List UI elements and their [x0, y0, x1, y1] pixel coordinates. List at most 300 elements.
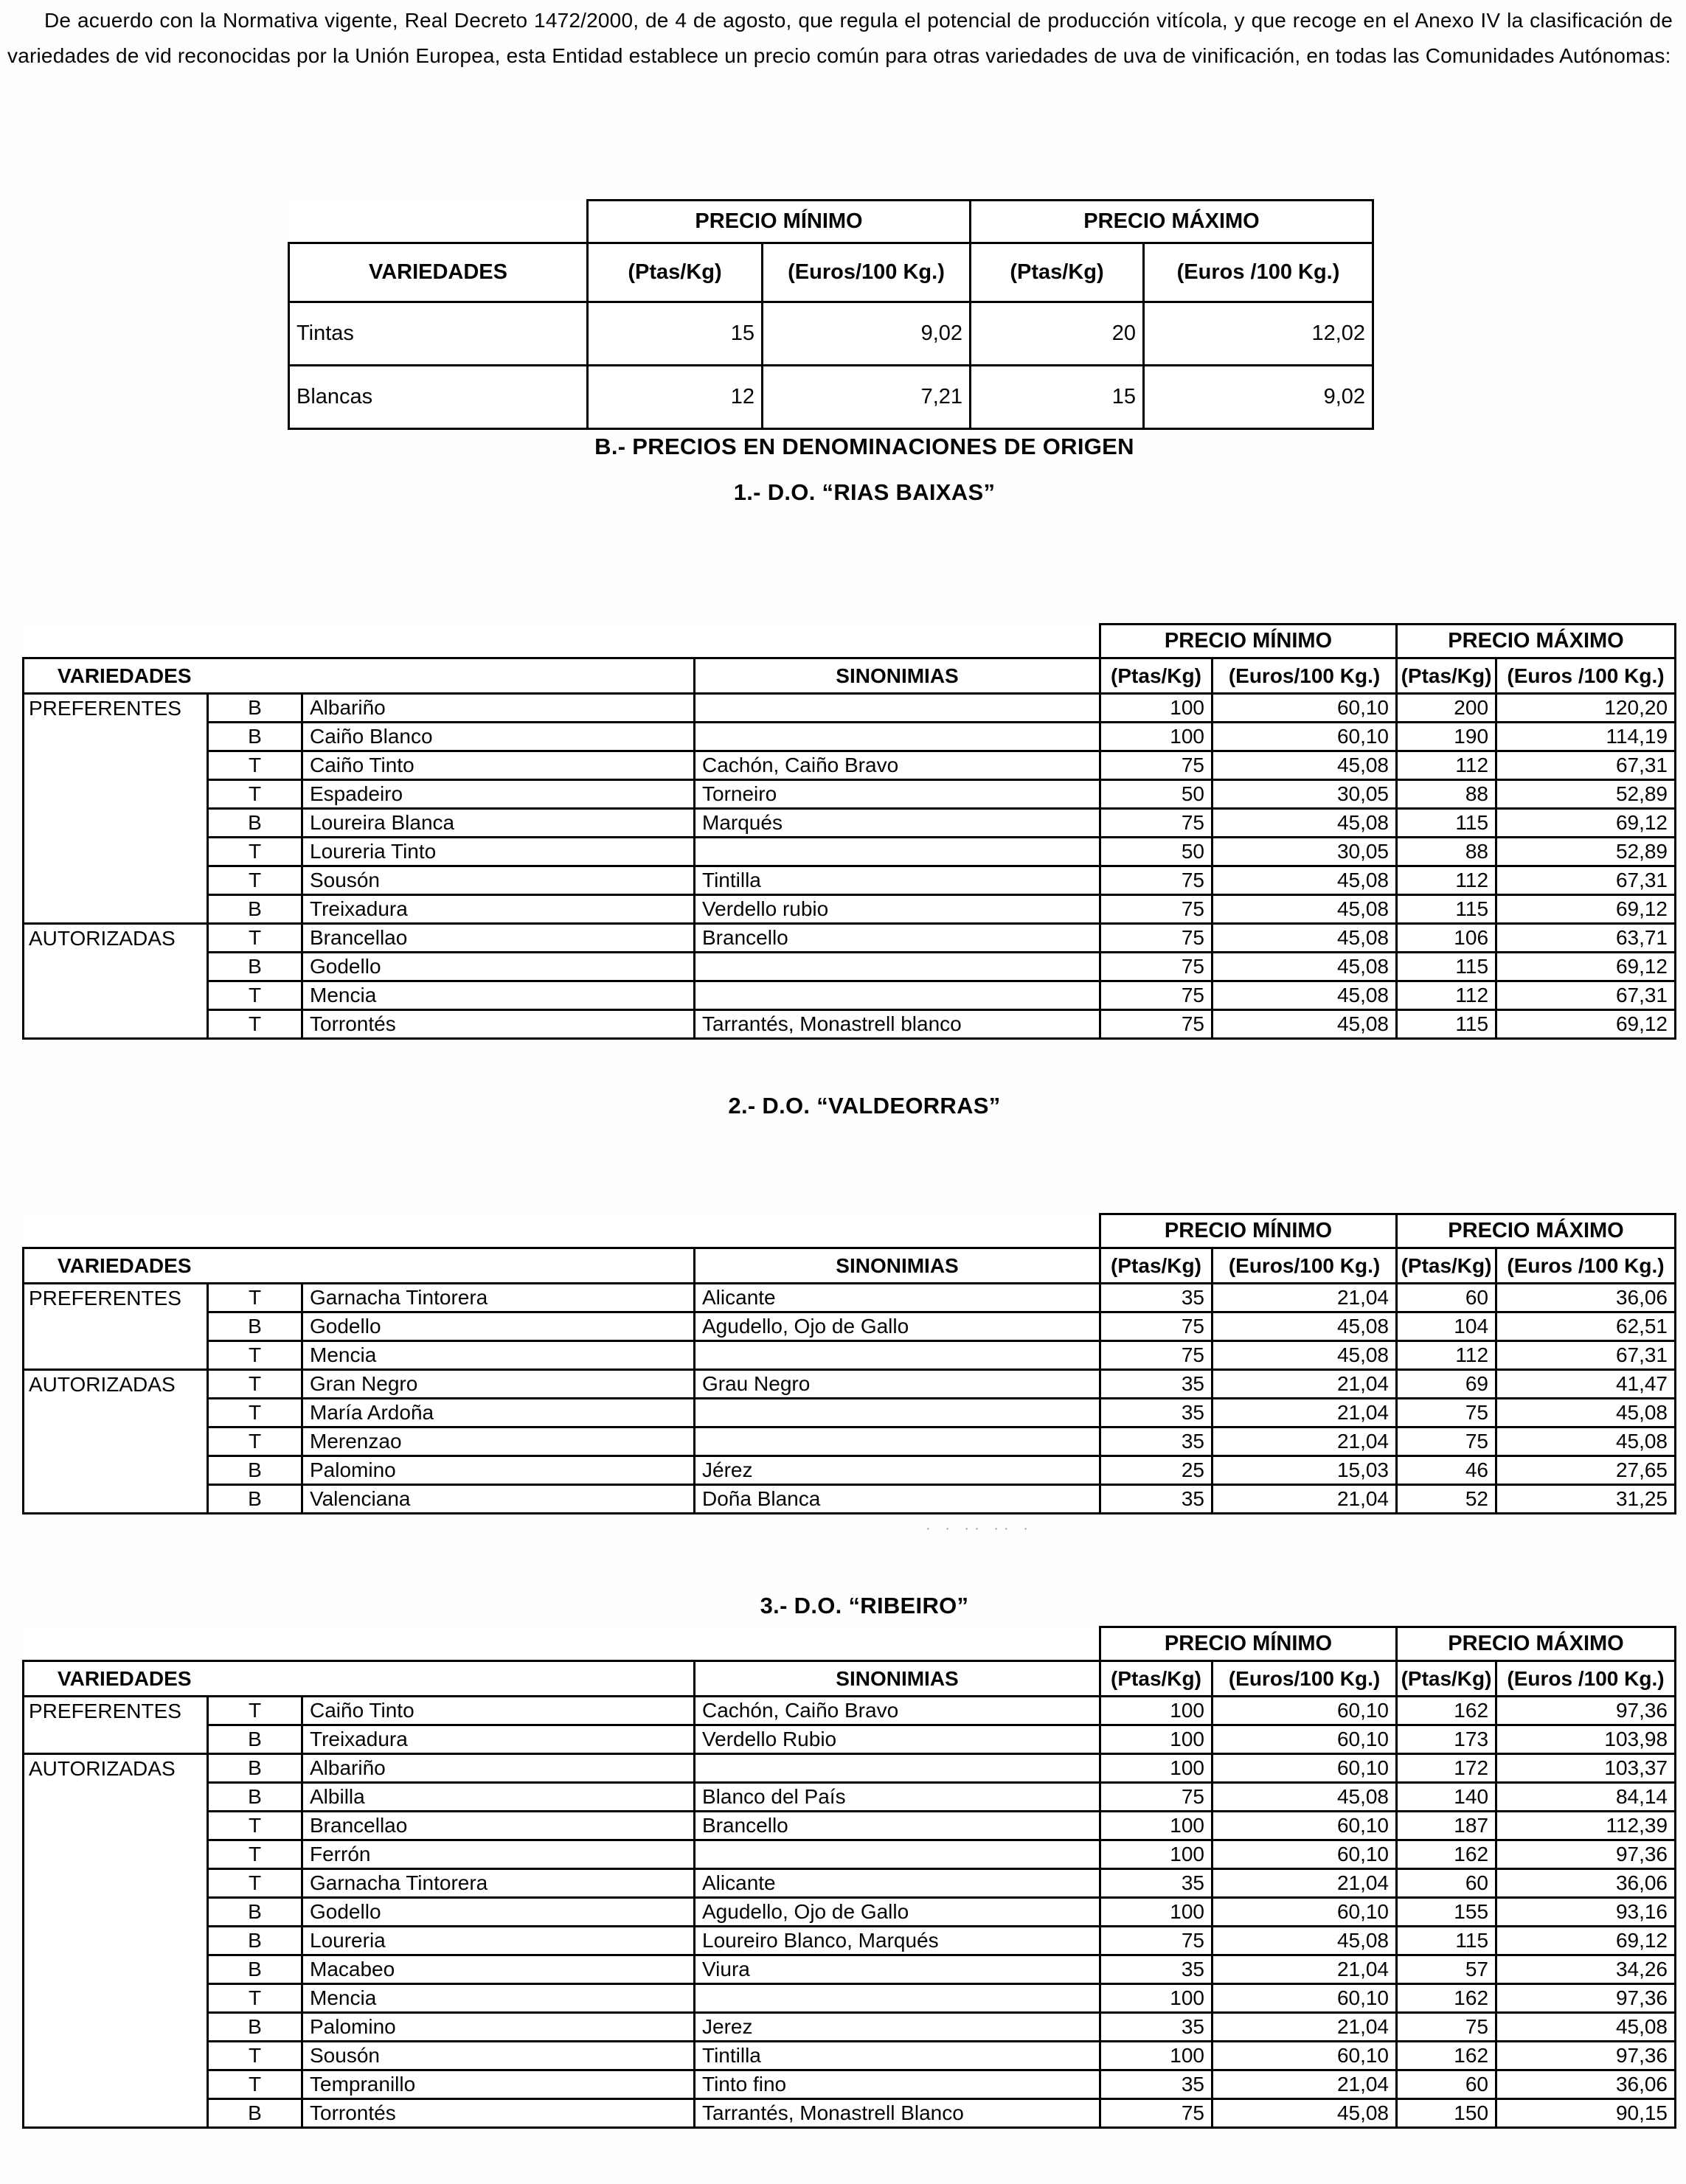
ptas-max-cell: 88	[1397, 780, 1496, 809]
sinonimias-header: SINONIMIAS	[695, 1248, 1100, 1284]
ptas-max-cell: 75	[1397, 1427, 1496, 1456]
variety-name-cell: Torrontés	[302, 1010, 695, 1039]
ptas-min-cell: 75	[1100, 1312, 1213, 1341]
synonyms-cell: Grau Negro	[695, 1370, 1100, 1399]
variety-name-cell: Mencia	[302, 981, 695, 1010]
euros-min-cell: 15,03	[1213, 1456, 1397, 1485]
euros-min-cell: 60,10	[1213, 2042, 1397, 2070]
euros-min-cell: 9,02	[763, 302, 971, 366]
euros-max-cell: 67,31	[1496, 751, 1676, 780]
synonyms-cell: Blanco del País	[695, 1783, 1100, 1812]
euros-max-cell: 97,36	[1496, 1984, 1676, 2013]
ptas-min-cell: 100	[1100, 723, 1213, 751]
synonyms-cell: Agudello, Ojo de Gallo	[695, 1898, 1100, 1927]
do-title-rias-baixas: 1.- D.O. “RIAS BAIXAS”	[733, 479, 996, 505]
euros-max-cell: 62,51	[1496, 1312, 1676, 1341]
variety-name-cell: Garnacha Tintorera	[302, 1284, 695, 1312]
ptas-min-cell: 35	[1100, 2070, 1213, 2099]
column-header-row	[24, 1248, 1676, 1284]
euros-min-cell: 45,08	[1213, 1927, 1397, 1955]
euros-min-cell: 21,04	[1213, 1399, 1397, 1427]
variety-name-cell: Blancas	[289, 366, 588, 429]
ptas-max-cell: 60	[1397, 1869, 1496, 1898]
precio-minimo-header: PRECIO MÍNIMO	[1100, 1627, 1397, 1661]
variety-row	[24, 838, 1676, 866]
euros-min-cell: 7,21	[763, 366, 971, 429]
ptas-max-cell: 190	[1397, 723, 1496, 751]
ptas-max-cell: 88	[1397, 838, 1496, 866]
variety-row	[24, 1898, 1676, 1927]
type-cell: B	[208, 1898, 302, 1927]
type-cell: T	[208, 1341, 302, 1370]
category-cell: PREFERENTES	[24, 1697, 208, 1754]
ptas-min-cell: 100	[1100, 694, 1213, 723]
variety-row	[24, 2099, 1676, 2128]
synonyms-cell: Jérez	[695, 1456, 1100, 1485]
euros-max-header: (Euros /100 Kg.)	[1496, 658, 1676, 694]
euros-min-header: (Euros/100 Kg.)	[1213, 658, 1397, 694]
synonyms-cell	[695, 838, 1100, 866]
variety-row	[24, 1754, 1676, 1783]
type-cell: T	[208, 1427, 302, 1456]
variety-name-cell: Valenciana	[302, 1485, 695, 1514]
variety-name-cell: Gran Negro	[302, 1370, 695, 1399]
type-cell: B	[208, 1955, 302, 1984]
ptas-max-cell: 104	[1397, 1312, 1496, 1341]
ptas-min-header: (Ptas/Kg)	[1100, 658, 1213, 694]
type-cell: T	[208, 866, 302, 895]
euros-max-header: (Euros /100 Kg.)	[1496, 1661, 1676, 1697]
type-cell: T	[208, 924, 302, 953]
synonyms-cell: Alicante	[695, 1284, 1100, 1312]
ptas-max-cell: 162	[1397, 1697, 1496, 1725]
euros-min-cell: 21,04	[1213, 1427, 1397, 1456]
ptas-max-cell: 60	[1397, 2070, 1496, 2099]
euros-max-cell: 69,12	[1496, 1927, 1676, 1955]
synonyms-cell	[695, 1341, 1100, 1370]
euros-max-cell: 67,31	[1496, 1341, 1676, 1370]
ptas-max-cell: 200	[1397, 694, 1496, 723]
variety-row	[24, 1010, 1676, 1039]
euros-min-cell: 45,08	[1213, 751, 1397, 780]
type-cell: T	[208, 1399, 302, 1427]
euros-max-cell: 52,89	[1496, 780, 1676, 809]
ptas-max-cell: 115	[1397, 809, 1496, 838]
ptas-min-cell: 75	[1100, 895, 1213, 924]
synonyms-cell: Cachón, Caiño Bravo	[695, 751, 1100, 780]
synonyms-cell: Verdello Rubio	[695, 1725, 1100, 1754]
ptas-max-cell: 115	[1397, 1927, 1496, 1955]
ptas-min-cell: 25	[1100, 1456, 1213, 1485]
euros-max-cell: 69,12	[1496, 1010, 1676, 1039]
euros-max-cell: 90,15	[1496, 2099, 1676, 2128]
euros-min-cell: 45,08	[1213, 866, 1397, 895]
ptas-max-cell: 112	[1397, 1341, 1496, 1370]
euros-min-header: (Euros/100 Kg.)	[763, 243, 971, 302]
variety-name-cell: Godello	[302, 1312, 695, 1341]
ptas-max-cell: 106	[1397, 924, 1496, 953]
type-cell: T	[208, 2042, 302, 2070]
do-table-valdeorras	[22, 1213, 1676, 1514]
euros-max-cell: 114,19	[1496, 723, 1676, 751]
summary-row	[289, 302, 1373, 366]
variety-name-cell: Garnacha Tintorera	[302, 1869, 695, 1898]
euros-min-cell: 45,08	[1213, 1341, 1397, 1370]
variety-row	[24, 1869, 1676, 1898]
variety-name-cell: Sousón	[302, 866, 695, 895]
variety-row	[24, 1312, 1676, 1341]
price-band-row	[24, 1214, 1676, 1248]
euros-min-cell: 45,08	[1213, 924, 1397, 953]
euros-min-cell: 21,04	[1213, 1485, 1397, 1514]
euros-max-cell: 34,26	[1496, 1955, 1676, 1984]
variety-name-cell: Loureira Blanca	[302, 809, 695, 838]
ptas-max-cell: 57	[1397, 1955, 1496, 1984]
precio-maximo-header: PRECIO MÁXIMO	[1397, 1214, 1676, 1248]
summary-price-table	[288, 199, 1374, 430]
synonyms-cell: Jerez	[695, 2013, 1100, 2042]
variety-name-cell: Treixadura	[302, 895, 695, 924]
precio-maximo-header: PRECIO MÁXIMO	[1397, 1627, 1676, 1661]
category-cell: AUTORIZADAS	[24, 1370, 208, 1514]
variety-name-cell: Sousón	[302, 2042, 695, 2070]
type-cell: T	[208, 2070, 302, 2099]
variety-name-cell: Brancellao	[302, 924, 695, 953]
synonyms-cell	[695, 1427, 1100, 1456]
euros-max-cell: 31,25	[1496, 1485, 1676, 1514]
synonyms-cell: Cachón, Caiño Bravo	[695, 1697, 1100, 1725]
intro-paragraph: De acuerdo con la Normativa vigente, Real Decreto 1472/2000, de 4 de agosto, que regula el potencial de producción vitícola, y que recoge en el Anexo IV la clasificación de variedades de vid reconocidas por la Unión Europea, esta Entidad establece un precio común para otras variedades de uva de vinificación, en todas las Comunidades Autónomas:	[7, 9, 1673, 67]
ptas-min-cell: 75	[1100, 1783, 1213, 1812]
euros-max-header: (Euros /100 Kg.)	[1496, 1248, 1676, 1284]
variety-name-cell: Caiño Tinto	[302, 751, 695, 780]
euros-min-cell: 30,05	[1213, 780, 1397, 809]
variety-row	[24, 1927, 1676, 1955]
ptas-max-header: (Ptas/Kg)	[1397, 1248, 1496, 1284]
euros-max-cell: 63,71	[1496, 924, 1676, 953]
euros-max-cell: 67,31	[1496, 981, 1676, 1010]
type-cell: T	[208, 1284, 302, 1312]
variety-row	[24, 809, 1676, 838]
column-header-row	[24, 658, 1676, 694]
variety-row	[24, 1812, 1676, 1840]
precio-maximo-header: PRECIO MÁXIMO	[971, 201, 1373, 243]
variety-row	[24, 751, 1676, 780]
variety-name-cell: Treixadura	[302, 1725, 695, 1754]
variety-row	[24, 1485, 1676, 1514]
synonyms-cell: Alicante	[695, 1869, 1100, 1898]
variety-name-cell: Torrontés	[302, 2099, 695, 2128]
ptas-min-cell: 35	[1100, 1869, 1213, 1898]
type-cell: B	[208, 1783, 302, 1812]
variety-name-cell: Mencia	[302, 1984, 695, 2013]
sinonimias-header: SINONIMIAS	[695, 658, 1100, 694]
euros-max-cell: 36,06	[1496, 1869, 1676, 1898]
euros-max-cell: 12,02	[1144, 302, 1373, 366]
ptas-min-cell: 35	[1100, 2013, 1213, 2042]
variety-name-cell: Godello	[302, 953, 695, 981]
type-cell: B	[208, 1485, 302, 1514]
scan-artifact: · · ·· ·· ·	[926, 1520, 1033, 1537]
type-cell: T	[208, 1812, 302, 1840]
euros-min-cell: 60,10	[1213, 1725, 1397, 1754]
spacer-cell	[24, 1214, 1100, 1248]
do-table-ribeiro	[22, 1626, 1676, 2129]
euros-min-cell: 60,10	[1213, 1840, 1397, 1869]
variety-row	[24, 780, 1676, 809]
variety-row	[24, 694, 1676, 723]
type-cell: B	[208, 953, 302, 981]
ptas-min-cell: 35	[1100, 1284, 1213, 1312]
synonyms-cell: Doña Blanca	[695, 1485, 1100, 1514]
variety-row	[24, 953, 1676, 981]
variety-row	[24, 895, 1676, 924]
type-cell: T	[208, 1984, 302, 2013]
ptas-min-cell: 15	[588, 302, 763, 366]
variety-name-cell: Ferrón	[302, 1840, 695, 1869]
euros-max-cell: 84,14	[1496, 1783, 1676, 1812]
euros-min-cell: 21,04	[1213, 1284, 1397, 1312]
ptas-max-cell: 112	[1397, 866, 1496, 895]
synonyms-cell: Verdello rubio	[695, 895, 1100, 924]
ptas-min-cell: 35	[1100, 1370, 1213, 1399]
variety-row	[24, 1370, 1676, 1399]
variety-row	[24, 1427, 1676, 1456]
ptas-min-cell: 35	[1100, 1399, 1213, 1427]
variety-row	[24, 1955, 1676, 1984]
ptas-max-cell: 115	[1397, 895, 1496, 924]
ptas-min-cell: 50	[1100, 780, 1213, 809]
euros-max-cell: 69,12	[1496, 809, 1676, 838]
type-cell: T	[208, 1840, 302, 1869]
spacer-cell	[289, 201, 588, 243]
ptas-max-cell: 46	[1397, 1456, 1496, 1485]
euros-max-cell: 120,20	[1496, 694, 1676, 723]
ptas-max-cell: 162	[1397, 2042, 1496, 2070]
euros-max-cell: 45,08	[1496, 2013, 1676, 2042]
euros-min-cell: 45,08	[1213, 953, 1397, 981]
type-cell: T	[208, 838, 302, 866]
synonyms-cell	[695, 1840, 1100, 1869]
ptas-max-cell: 75	[1397, 2013, 1496, 2042]
type-cell: B	[208, 1725, 302, 1754]
variety-name-cell: Tintas	[289, 302, 588, 366]
euros-min-header: (Euros/100 Kg.)	[1213, 1248, 1397, 1284]
ptas-min-cell: 100	[1100, 1697, 1213, 1725]
variety-row	[24, 1456, 1676, 1485]
variety-name-cell: Palomino	[302, 1456, 695, 1485]
ptas-max-header: (Ptas/Kg)	[1397, 1661, 1496, 1697]
ptas-min-cell: 75	[1100, 2099, 1213, 2128]
ptas-max-cell: 162	[1397, 1840, 1496, 1869]
type-cell: B	[208, 895, 302, 924]
ptas-min-cell: 12	[588, 366, 763, 429]
euros-max-cell: 36,06	[1496, 1284, 1676, 1312]
synonyms-cell	[695, 981, 1100, 1010]
synonyms-cell: Viura	[695, 1955, 1100, 1984]
ptas-min-cell: 75	[1100, 953, 1213, 981]
variety-row	[24, 981, 1676, 1010]
variety-row	[24, 1725, 1676, 1754]
variety-name-cell: Godello	[302, 1898, 695, 1927]
ptas-max-cell: 15	[971, 366, 1144, 429]
ptas-min-cell: 100	[1100, 2042, 1213, 2070]
euros-max-cell: 93,16	[1496, 1898, 1676, 1927]
ptas-min-cell: 35	[1100, 1485, 1213, 1514]
type-cell: B	[208, 2013, 302, 2042]
precio-maximo-header: PRECIO MÁXIMO	[1397, 625, 1676, 658]
category-cell: PREFERENTES	[24, 1284, 208, 1370]
euros-min-cell: 45,08	[1213, 981, 1397, 1010]
type-cell: T	[208, 751, 302, 780]
synonyms-cell: Agudello, Ojo de Gallo	[695, 1312, 1100, 1341]
ptas-min-cell: 75	[1100, 866, 1213, 895]
column-header-row	[289, 243, 1373, 302]
column-header-row	[24, 1661, 1676, 1697]
synonyms-cell: Tinto fino	[695, 2070, 1100, 2099]
ptas-min-cell: 75	[1100, 751, 1213, 780]
euros-max-cell: 45,08	[1496, 1427, 1676, 1456]
ptas-max-cell: 60	[1397, 1284, 1496, 1312]
synonyms-cell: Torneiro	[695, 780, 1100, 809]
ptas-min-cell: 100	[1100, 1725, 1213, 1754]
synonyms-cell: Tarrantés, Monastrell Blanco	[695, 2099, 1100, 2128]
ptas-max-header: (Ptas/Kg)	[1397, 658, 1496, 694]
variety-name-cell: Caiño Blanco	[302, 723, 695, 751]
euros-min-cell: 60,10	[1213, 1898, 1397, 1927]
ptas-min-cell: 75	[1100, 1927, 1213, 1955]
euros-max-cell: 69,12	[1496, 953, 1676, 981]
ptas-min-cell: 75	[1100, 981, 1213, 1010]
ptas-max-cell: 112	[1397, 751, 1496, 780]
variety-name-cell: Tempranillo	[302, 2070, 695, 2099]
ptas-max-cell: 69	[1397, 1370, 1496, 1399]
ptas-max-header: (Ptas/Kg)	[971, 243, 1144, 302]
variety-name-cell: Mencia	[302, 1341, 695, 1370]
synonyms-cell	[695, 1984, 1100, 2013]
summary-row	[289, 366, 1373, 429]
type-cell: T	[208, 981, 302, 1010]
variety-name-cell: Espadeiro	[302, 780, 695, 809]
ptas-min-cell: 75	[1100, 1341, 1213, 1370]
euros-min-cell: 45,08	[1213, 2099, 1397, 2128]
euros-max-cell: 97,36	[1496, 1840, 1676, 1869]
variety-name-cell: María Ardoña	[302, 1399, 695, 1427]
euros-max-cell: 103,37	[1496, 1754, 1676, 1783]
euros-max-cell: 45,08	[1496, 1399, 1676, 1427]
ptas-max-cell: 187	[1397, 1812, 1496, 1840]
euros-min-cell: 21,04	[1213, 2070, 1397, 2099]
ptas-max-cell: 173	[1397, 1725, 1496, 1754]
variety-row	[24, 1840, 1676, 1869]
category-cell: AUTORIZADAS	[24, 924, 208, 1039]
ptas-max-cell: 162	[1397, 1984, 1496, 2013]
variety-row	[24, 1341, 1676, 1370]
variedades-header: VARIEDADES	[24, 1248, 695, 1284]
ptas-min-header: (Ptas/Kg)	[1100, 1248, 1213, 1284]
variety-row	[24, 1399, 1676, 1427]
synonyms-cell: Tintilla	[695, 866, 1100, 895]
do-title-valdeorras: 2.- D.O. “VALDEORRAS”	[728, 1093, 1001, 1119]
ptas-max-cell: 20	[971, 302, 1144, 366]
type-cell: T	[208, 780, 302, 809]
euros-max-cell: 52,89	[1496, 838, 1676, 866]
ptas-min-cell: 100	[1100, 1898, 1213, 1927]
ptas-max-cell: 52	[1397, 1485, 1496, 1514]
euros-min-cell: 45,08	[1213, 1783, 1397, 1812]
ptas-min-cell: 75	[1100, 924, 1213, 953]
variedades-header: VARIEDADES	[289, 243, 588, 302]
type-cell: B	[208, 1754, 302, 1783]
ptas-max-cell: 140	[1397, 1783, 1496, 1812]
euros-max-cell: 41,47	[1496, 1370, 1676, 1399]
type-cell: B	[208, 1927, 302, 1955]
do-title-ribeiro: 3.- D.O. “RIBEIRO”	[760, 1593, 969, 1618]
variety-name-cell: Brancellao	[302, 1812, 695, 1840]
variety-row	[24, 2070, 1676, 2099]
variety-row	[24, 2042, 1676, 2070]
ptas-min-cell: 100	[1100, 1984, 1213, 2013]
variety-row	[24, 866, 1676, 895]
euros-max-cell: 97,36	[1496, 2042, 1676, 2070]
synonyms-cell: Tintilla	[695, 2042, 1100, 2070]
variety-name-cell: Caiño Tinto	[302, 1697, 695, 1725]
do-table-rias-baixas	[22, 623, 1676, 1040]
ptas-min-cell: 100	[1100, 1840, 1213, 1869]
precio-minimo-header: PRECIO MÍNIMO	[1100, 1214, 1397, 1248]
variety-name-cell: Palomino	[302, 2013, 695, 2042]
type-cell: T	[208, 1370, 302, 1399]
type-cell: T	[208, 1697, 302, 1725]
ptas-min-cell: 75	[1100, 809, 1213, 838]
euros-min-cell: 60,10	[1213, 694, 1397, 723]
variety-row	[24, 1284, 1676, 1312]
euros-max-cell: 97,36	[1496, 1697, 1676, 1725]
synonyms-cell	[695, 1399, 1100, 1427]
variedades-header: VARIEDADES	[24, 1661, 695, 1697]
euros-max-cell: 103,98	[1496, 1725, 1676, 1754]
variety-row	[24, 1783, 1676, 1812]
euros-max-cell: 36,06	[1496, 2070, 1676, 2099]
spacer-cell	[24, 1627, 1100, 1661]
sinonimias-header: SINONIMIAS	[695, 1661, 1100, 1697]
euros-min-cell: 60,10	[1213, 1754, 1397, 1783]
synonyms-cell	[695, 953, 1100, 981]
synonyms-cell	[695, 1754, 1100, 1783]
euros-max-header: (Euros /100 Kg.)	[1144, 243, 1373, 302]
euros-min-cell: 45,08	[1213, 1010, 1397, 1039]
euros-min-cell: 21,04	[1213, 1955, 1397, 1984]
precio-minimo-header: PRECIO MÍNIMO	[1100, 625, 1397, 658]
variety-row	[24, 1697, 1676, 1725]
ptas-max-cell: 150	[1397, 2099, 1496, 2128]
ptas-min-cell: 35	[1100, 1955, 1213, 1984]
synonyms-cell: Loureiro Blanco, Marqués	[695, 1927, 1100, 1955]
euros-max-cell: 112,39	[1496, 1812, 1676, 1840]
variety-row	[24, 723, 1676, 751]
precio-minimo-header: PRECIO MÍNIMO	[588, 201, 971, 243]
synonyms-cell: Tarrantés, Monastrell blanco	[695, 1010, 1100, 1039]
variety-row	[24, 1984, 1676, 2013]
synonyms-cell: Brancello	[695, 924, 1100, 953]
euros-min-cell: 45,08	[1213, 1312, 1397, 1341]
synonyms-cell	[695, 694, 1100, 723]
ptas-min-cell: 75	[1100, 1010, 1213, 1039]
euros-min-header: (Euros/100 Kg.)	[1213, 1661, 1397, 1697]
ptas-min-cell: 50	[1100, 838, 1213, 866]
euros-max-cell: 9,02	[1144, 366, 1373, 429]
type-cell: B	[208, 809, 302, 838]
